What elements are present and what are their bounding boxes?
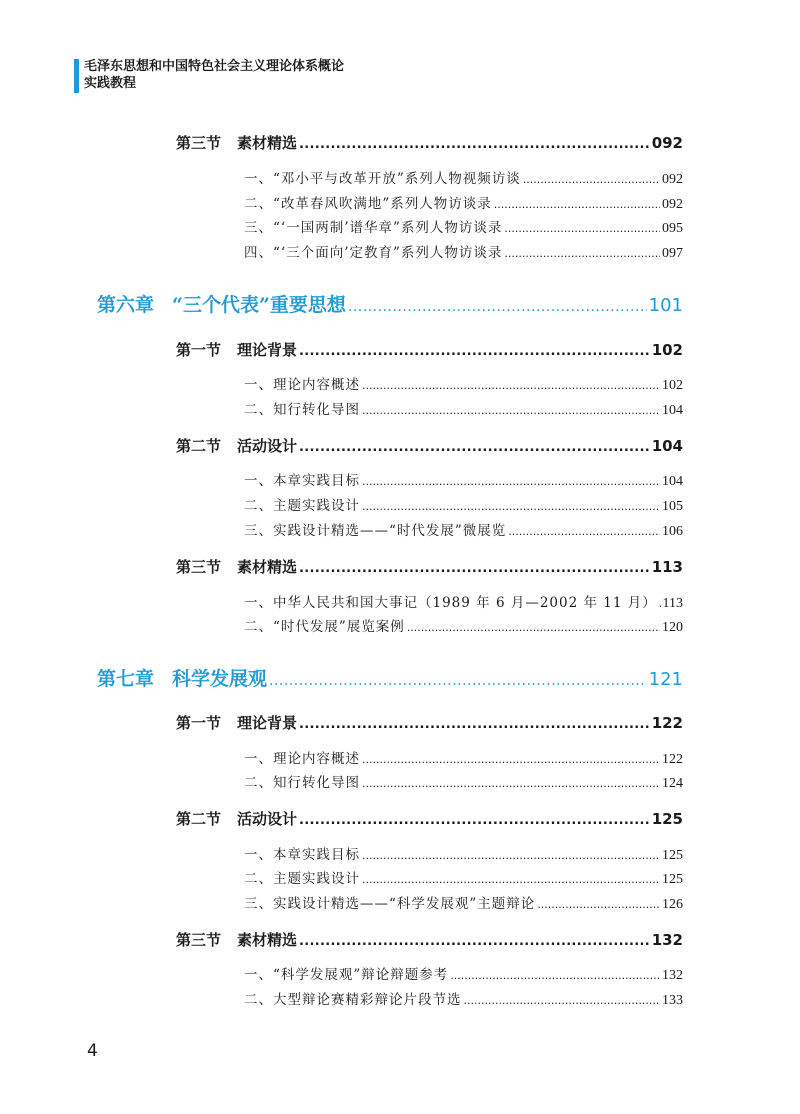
- toc-item-row[interactable]: [244, 216, 683, 237]
- toc-section-row[interactable]: [176, 808, 683, 829]
- dot-leader: [362, 753, 660, 766]
- toc-item-row[interactable]: [244, 241, 683, 262]
- toc-item-row[interactable]: [244, 747, 683, 768]
- item-page: 132: [662, 968, 683, 983]
- section-title: 活动设计: [237, 437, 298, 455]
- section-title: 理论背景: [237, 341, 298, 359]
- item-page: 125: [662, 848, 683, 863]
- dot-leader: [523, 173, 660, 186]
- item-title: 二、“时代发展”展览案例: [244, 619, 405, 635]
- section-page: 104: [651, 437, 683, 455]
- item-page: 106: [662, 524, 683, 539]
- toc-item-row[interactable]: [244, 167, 683, 188]
- chapter-title: 科学发展观: [172, 668, 268, 690]
- toc-item-row[interactable]: [244, 469, 683, 490]
- item-page: 097: [662, 246, 683, 261]
- item-page: 092: [662, 197, 683, 212]
- section-title: 素材精选: [237, 931, 298, 949]
- dot-leader: [362, 849, 660, 862]
- book-title: 毛泽东思想和中国特色社会主义理论体系概论: [84, 59, 345, 74]
- section-number: 第三节: [176, 558, 222, 576]
- toc-item-row[interactable]: [244, 398, 683, 419]
- toc-chapter-row[interactable]: [97, 664, 683, 691]
- dot-leader: [299, 137, 650, 152]
- toc-item-row[interactable]: [244, 373, 683, 394]
- toc-section-row[interactable]: [176, 339, 683, 360]
- chapter-number: 第六章: [97, 294, 155, 316]
- toc-section-row[interactable]: [176, 435, 683, 456]
- dot-leader: [504, 247, 660, 260]
- item-page: 104: [662, 474, 683, 489]
- dot-leader: [348, 299, 647, 315]
- toc-item-row[interactable]: [244, 771, 683, 792]
- toc-item-row[interactable]: [244, 615, 683, 636]
- chapter-page: 101: [648, 295, 683, 316]
- section-number: 第二节: [176, 810, 222, 828]
- dot-leader: [299, 717, 650, 732]
- section-page: 092: [651, 134, 683, 152]
- item-title: 一、本章实践目标: [244, 847, 360, 863]
- dot-leader: [362, 777, 660, 790]
- dot-leader: [362, 873, 660, 886]
- section-title: 理论背景: [237, 714, 298, 732]
- toc-item-row[interactable]: [244, 843, 683, 864]
- item-page: 095: [662, 221, 683, 236]
- dot-leader: [269, 673, 647, 689]
- item-title: 二、主题实践设计: [244, 498, 360, 514]
- toc-chapter-row[interactable]: [97, 290, 683, 317]
- item-page: 092: [662, 172, 683, 187]
- dot-leader: [299, 344, 650, 359]
- section-number: 第一节: [176, 714, 222, 732]
- toc-item-row[interactable]: [244, 963, 683, 984]
- item-page: 124: [662, 776, 683, 791]
- item-page: 125: [662, 872, 683, 887]
- item-page: 113: [662, 596, 683, 611]
- dot-leader: [362, 500, 660, 513]
- dot-leader: [494, 198, 660, 211]
- section-title: 素材精选: [237, 558, 298, 576]
- running-header: [84, 58, 344, 92]
- item-title: 四、“‘三个面向’定教育”系列人物访谈录: [244, 245, 503, 261]
- item-title: 二、“改革春风吹满地”系列人物访谈录: [244, 196, 492, 212]
- toc-item-row[interactable]: [244, 892, 683, 913]
- section-number: 第三节: [176, 134, 222, 152]
- item-title: 一、中华人民共和国大事记（1989 年 6 月—2002 年 11 月）: [244, 595, 657, 611]
- dot-leader: [299, 561, 650, 576]
- item-page: 120: [662, 620, 683, 635]
- item-title: 一、理论内容概述: [244, 751, 360, 767]
- item-title: 三、实践设计精选——“时代发展”微展览: [244, 523, 507, 539]
- toc-item-row[interactable]: [244, 988, 683, 1009]
- dot-leader: [537, 898, 660, 911]
- item-page: 102: [662, 378, 683, 393]
- dot-leader: [508, 525, 660, 538]
- dot-leader: [299, 813, 650, 828]
- item-title: 二、知行转化导图: [244, 402, 360, 418]
- toc-item-row[interactable]: [244, 591, 683, 612]
- dot-leader: [299, 934, 650, 949]
- toc-section-row[interactable]: [176, 132, 683, 153]
- toc-section-row[interactable]: [176, 712, 683, 733]
- dot-leader: [659, 597, 661, 610]
- item-page: 133: [662, 993, 683, 1008]
- section-number: 第三节: [176, 931, 222, 949]
- dot-leader: [299, 440, 650, 455]
- dot-leader: [504, 222, 660, 235]
- header-accent-bar: [74, 59, 79, 93]
- dot-leader: [362, 379, 660, 392]
- section-number: 第一节: [176, 341, 222, 359]
- item-title: 一、“邓小平与改革开放”系列人物视频访谈: [244, 171, 521, 187]
- toc-section-row[interactable]: [176, 556, 683, 577]
- section-page: 122: [651, 714, 683, 732]
- item-page: 122: [662, 752, 683, 767]
- dot-leader: [407, 621, 660, 634]
- item-title: 一、理论内容概述: [244, 377, 360, 393]
- toc-item-row[interactable]: [244, 867, 683, 888]
- section-number: 第二节: [176, 437, 222, 455]
- section-title: 素材精选: [237, 134, 298, 152]
- section-page: 125: [651, 810, 683, 828]
- dot-leader: [362, 404, 660, 417]
- item-title: 三、实践设计精选——“科学发展观”主题辩论: [244, 896, 536, 912]
- dot-leader: [362, 475, 660, 488]
- section-page: 113: [651, 558, 683, 576]
- toc-item-row[interactable]: [244, 519, 683, 540]
- item-page: 126: [662, 897, 683, 912]
- item-title: 一、本章实践目标: [244, 473, 360, 489]
- dot-leader: [450, 969, 660, 982]
- toc-item-row[interactable]: [244, 192, 683, 213]
- chapter-number: 第七章: [97, 668, 155, 690]
- item-title: 二、知行转化导图: [244, 775, 360, 791]
- page-number: 4: [87, 1041, 98, 1061]
- book-subtitle: 实践教程: [84, 76, 137, 91]
- item-title: 一、“科学发展观”辩论辩题参考: [244, 967, 449, 983]
- section-page: 132: [651, 931, 683, 949]
- section-page: 102: [651, 341, 683, 359]
- chapter-title: “三个代表”重要思想: [172, 294, 346, 316]
- item-page: 105: [662, 499, 683, 514]
- item-title: 二、主题实践设计: [244, 871, 360, 887]
- item-title: 二、大型辩论赛精彩辩论片段节选: [244, 992, 462, 1008]
- chapter-page: 121: [648, 669, 683, 690]
- section-title: 活动设计: [237, 810, 298, 828]
- toc-section-row[interactable]: [176, 929, 683, 950]
- toc-item-row[interactable]: [244, 494, 683, 515]
- dot-leader: [464, 994, 661, 1007]
- item-page: 104: [662, 403, 683, 418]
- item-title: 三、“‘一国两制’谱华章”系列人物访谈录: [244, 220, 503, 236]
